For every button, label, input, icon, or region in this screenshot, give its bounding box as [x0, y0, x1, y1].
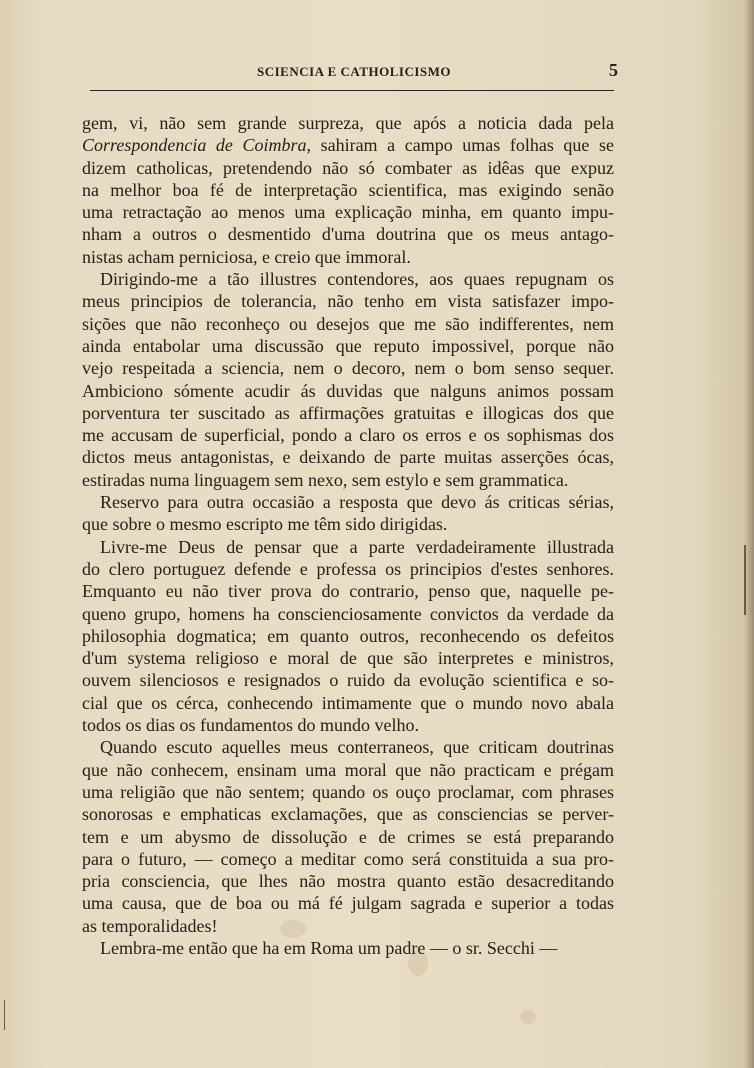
text-line: uma causa, que de boa ou má fé julgam sagrada e superior a todas [82, 893, 614, 914]
text-line: Dirigindo-me a tão illustres contendores, aos quaes repugnam os [100, 269, 614, 290]
text-line: nistas acham perniciosa, e creio que immoral. [82, 246, 411, 267]
text-line: d'um systema religioso e moral de que são interpretes e ministros, [82, 648, 614, 669]
page-number: 5 [609, 60, 618, 80]
text-line: ainda entabolar uma discussão que reputo impossivel, porque não [82, 335, 614, 356]
journal-title: Correspondencia de Coimbra [82, 135, 307, 156]
paragraph [82, 937, 614, 959]
text-line: na melhor boa fé de interpretação scientifica, mas exigindo senão [82, 179, 614, 200]
header-rule [90, 90, 614, 91]
text-line: do clero portuguez defende e professa os principios d'estes senhores. [82, 558, 614, 579]
text-line: uma religião que não sentem; quando os ouço proclamar, com phrases [82, 781, 614, 802]
text-line: estiradas numa linguagem sem nexo, sem estylo e sem grammatica. [82, 469, 569, 490]
text-line: vejo respeitada a sciencia, nem o decoro, nem o bom senso sequer. [82, 358, 614, 379]
paragraph [82, 536, 614, 737]
body-text [82, 112, 614, 959]
text-line: para o futuro, — começo a meditar como será constituida a sua pro- [82, 848, 614, 869]
paper-stain [520, 1010, 536, 1024]
text-line: gem, vi, não sem grande surpreza, que após a noticia dada pela [82, 113, 614, 133]
text-line: Ambiciono sómente acudir ás duvidas que nalguns animos possam [82, 380, 614, 401]
text-line: Correspondencia de Coimbra, sahiram a campo umas folhas que se [82, 135, 614, 156]
page-edge-shadow [744, 0, 754, 1068]
margin-mark [4, 1000, 5, 1030]
text-line: que sobre o mesmo escripto me têm sido dirigidas. [82, 514, 448, 535]
text-line: sonorosas e emphaticas exclamações, que as consciencias se perver- [82, 804, 614, 825]
text-line: as temporalidades! [82, 915, 218, 936]
text-line: Lembra-me então que ha em Roma um padre — o sr. Secchi — [100, 937, 558, 958]
running-head: SCIENCIA E CATHOLICISMO [256, 64, 452, 79]
text-line: porventura ter suscitado as affirmações gratuitas e illogicas dos que [82, 402, 614, 423]
text-line: uma retractação ao menos uma explicação minha, em quanto impu- [82, 202, 614, 223]
text-line: philosophia dogmatica; em quanto outros, reconhecendo os defeitos [82, 625, 614, 646]
text-line: Livre-me Deus de pensar que a parte verdadeiramente illustrada [100, 536, 614, 557]
text-line: cial que os cérca, conhecendo intimamente que o mundo novo abala [82, 692, 614, 713]
text-line: todos os dias os fundamentos do mundo velho. [82, 715, 419, 736]
text-line: tem e um abysmo de dissolução e de crimes se está preparando [82, 826, 614, 847]
margin-mark [744, 545, 746, 615]
paragraph [82, 112, 614, 268]
paragraph [82, 736, 614, 937]
text-line: dictos meus antagonistas, e deixando de parte muitas asserções ócas, [82, 447, 614, 468]
page-header [90, 62, 618, 86]
text-line: sições que não reconheço ou desejos que me são indifferentes, nem [82, 313, 614, 334]
text-line: meus principios de tolerancia, não tenho em vista satisfazer impo- [82, 291, 614, 312]
paragraph [82, 268, 614, 491]
text-line: me accusam de superficial, pondo a claro os erros e os sophismas dos [82, 425, 614, 446]
text-line: Emquanto eu não tiver prova do contrario, penso que, naquelle pe- [82, 581, 614, 602]
paragraph [82, 491, 614, 536]
text-line: que não conhecem, ensinam uma moral que não practicam e prégam [82, 759, 614, 780]
text-line: dizem catholicas, pretendendo não só combater as idêas que expuz [82, 157, 614, 178]
text-line: Reservo para outra occasião a resposta que devo ás criticas sérias, [100, 492, 614, 513]
text-line: ouvem silenciosos e resignados o ruido da evolução scientifica e so- [82, 670, 614, 691]
text-line: Quando escuto aquelles meus conterraneos, que criticam doutrinas [100, 737, 614, 758]
text-line: queno grupo, homens ha conscienciosamente convictos da verdade da [82, 603, 614, 624]
text-line: nham a outros o desmentido d'uma doutrina que os meus antago- [82, 224, 614, 245]
text-line: pria consciencia, que lhes não mostra quanto estão desacreditando [82, 871, 614, 892]
